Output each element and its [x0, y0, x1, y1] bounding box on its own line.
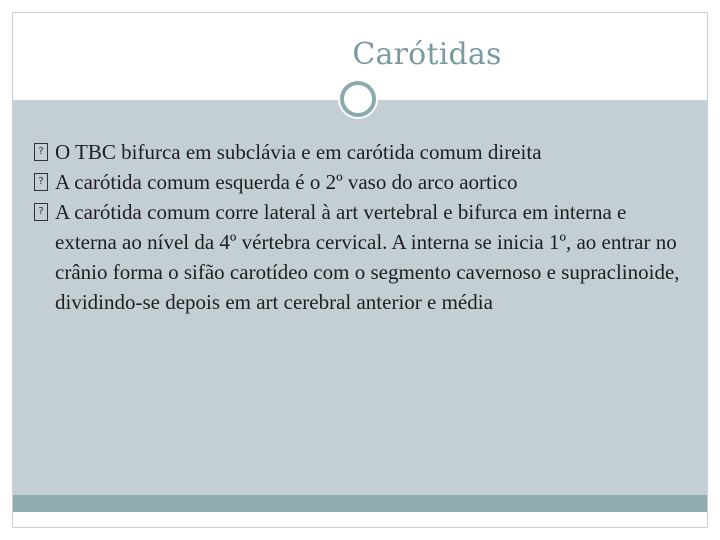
slide — [12, 12, 708, 528]
bullet-item — [34, 167, 683, 197]
content-area — [13, 100, 707, 512]
bullet-text: A carótida comum corre lateral à art vertebral e bifurca em interna e externa ao nível da 4º vértebra cervical. A interna se inicia 1º, ao entrar no crânio forma o sifão carotídeo com o segmento cavernoso e supraclinoide, dividindo-se depois em art cerebral anterior e média — [55, 200, 680, 314]
bullet-list — [34, 137, 683, 317]
bullet-item — [34, 137, 683, 167]
bullet-placeholder-icon: ? — [34, 203, 48, 221]
bullet-item — [34, 197, 683, 317]
bullet-placeholder-icon: ? — [34, 173, 48, 191]
bullet-text: O TBC bifurca em subclávia e em carótida comum direita — [55, 140, 542, 164]
circle-ornament-icon — [340, 81, 376, 117]
bullet-text: A carótida comum esquerda é o 2º vaso do arco aortico — [55, 170, 518, 194]
slide-title: Carótidas — [352, 37, 502, 72]
footer-bar — [13, 495, 707, 512]
bullet-placeholder-icon: ? — [34, 143, 48, 161]
